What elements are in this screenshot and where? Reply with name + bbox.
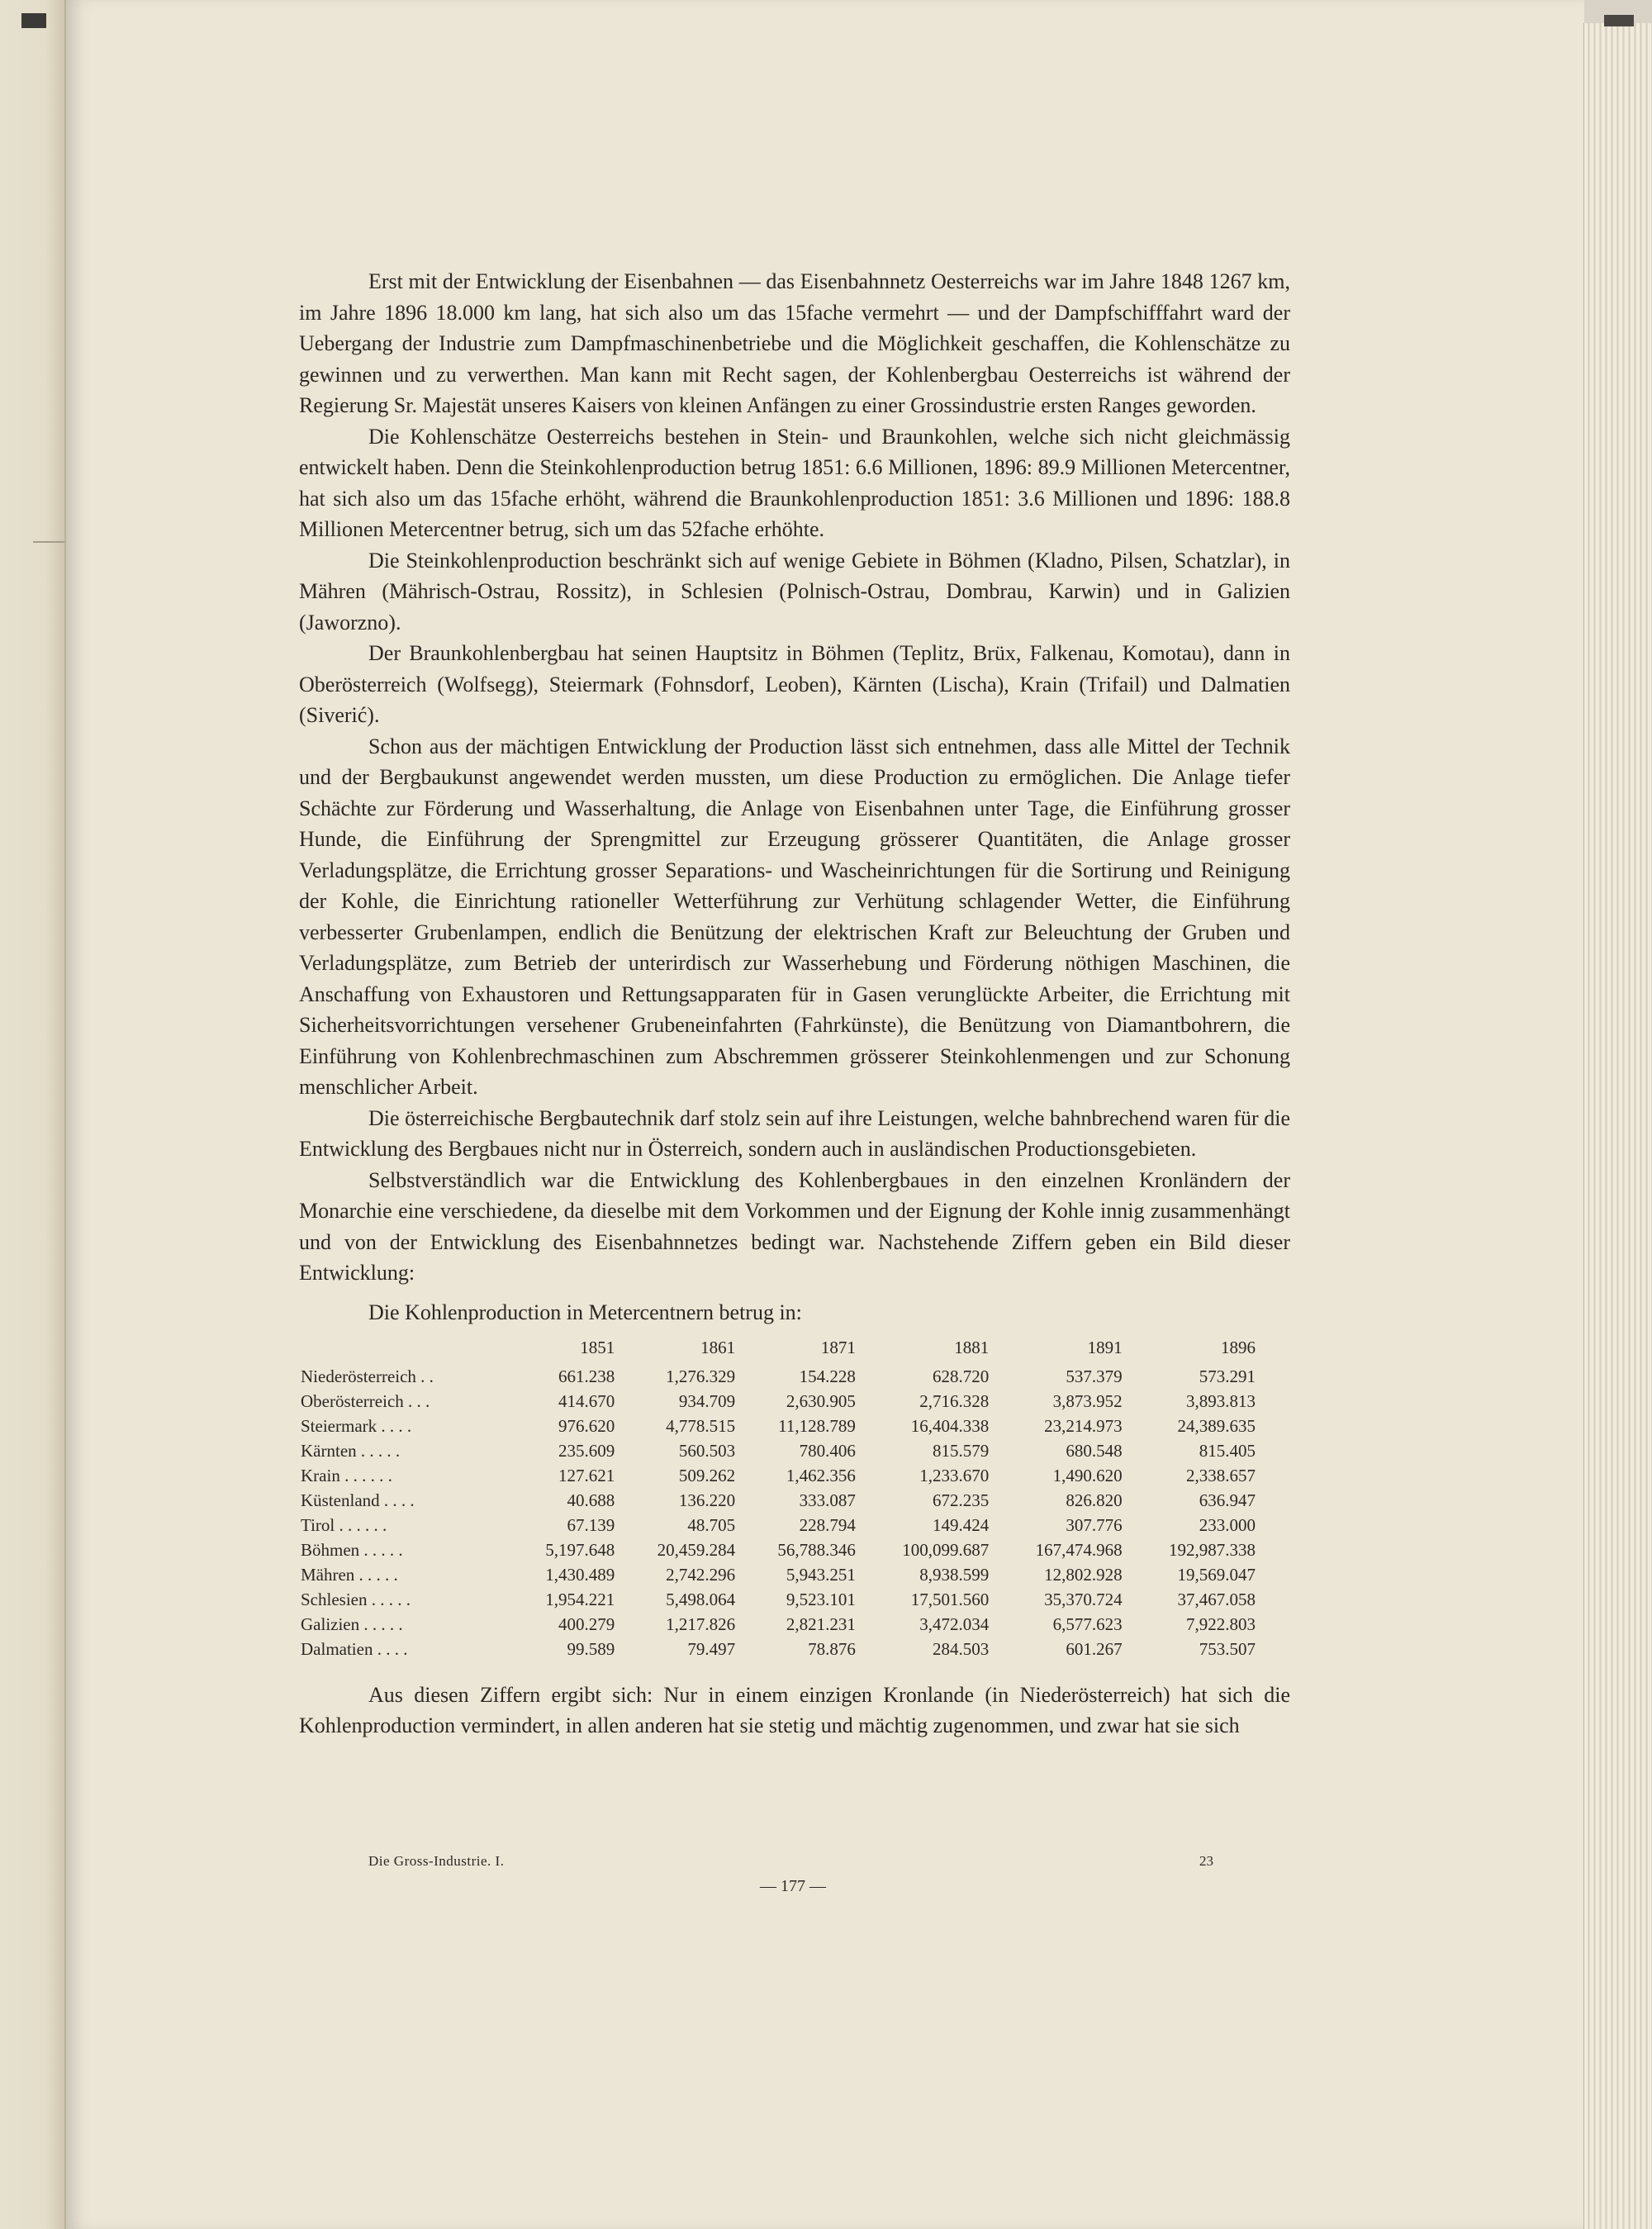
paragraph-7: Selbstverständlich war die Entwicklung des Kohlenbergbaues in den einzelnen Kronländern der Monarchie eine verschiedene, da dieselbe mit dem Vorkommen und der Eignung der Kohle innig zusammenhängt und von der Entwicklung des Eisenbahnnetzes bedingt war. Nachstehende Ziffern geben ein Bild dieser Entwicklung: <box>299 1167 1290 1285</box>
region-name: Oberösterreich . . . <box>301 1390 430 1411</box>
page-number: — 177 — <box>760 1877 826 1895</box>
table-cell: 233.000 <box>1199 1514 1256 1535</box>
table-row <box>299 1463 1257 1488</box>
table-cell: 127.621 <box>558 1465 615 1485</box>
table-cell: 192,987.338 <box>1169 1539 1256 1560</box>
paragraph-2: Die Kohlenschätze Oesterreichs bestehen in Stein- und Braunkohlen, welche sich nicht gleichmässig entwickelt haben. Denn die Steinkohlenproduction betrug 1851: 6.6 Millionen, 1896: 89.9 Millionen Metercentner, hat sich also um das 15fache erhöht, während die Braunkohlenproduction 1851: 3.6 Millionen und 1896: 188.8 Millionen Metercentner betrug, sich um das 52fache erhöhte. <box>299 424 1290 541</box>
table-cell: 628.720 <box>933 1366 990 1386</box>
table-cell: 167,474.968 <box>1035 1539 1123 1560</box>
table-cell: 3,893.813 <box>1186 1390 1256 1411</box>
table-row <box>299 1637 1257 1661</box>
table-cell: 19,569.047 <box>1177 1564 1256 1585</box>
table-cell: 6,577.623 <box>1052 1614 1123 1634</box>
table-cell: 976.620 <box>558 1415 615 1436</box>
gutter-mark <box>21 13 46 28</box>
table-intro: Die Kohlenproduction in Metercentnern betrug in: <box>368 1300 802 1324</box>
paragraph-5: Schon aus der mächtigen Entwicklung der Production lässt sich entnehmen, dass alle Mittel der Technik und der Bergbaukunst angewendet werden mussten, um diese Production zu ermöglichen. Die Anlage tiefer Schächte zur Förderung und Wasserhaltung, die Anlage von Eisenbahnen unter Tage, die Einführung grosser Hunde, die Einführung der Sprengmittel zur Erzeugung grösserer Quantitäten, die Anlage grosser Verladungsplätze, die Errichtung grosser Separations- und Wascheinrichtungen für die Sortirung und Reinigung der Kohle, die Einrichtung rationeller Wetterführung zur Verhütung schlagender Wetter, die Einführung verbesserter Grubenlampen, endlich die Benützung der elektrischen Kraft zur Beleuchtung der Gruben und Verladungsplätze, zum Betrieb der unterirdisch zur Wasserhebung und Förderung nöthigen Maschinen, die Anschaffung von Exhaustoren und Rettungsapparaten für in Gasen verunglückte Arbeiter, die Errichtung mit Sicherheitsvorrichtungen versehener Grubeneinfahrten (Fahrkünste), die Benützung von Diamantbohrern, die Einführung von Kohlenbrechmaschinen zum Abschremmen grösserer Steinkohlenmengen und zur Schonung menschlicher Arbeit. <box>299 734 1290 1099</box>
table-row <box>299 1438 1257 1463</box>
table-cell: 235.609 <box>558 1440 615 1461</box>
region-name: Schlesien . . . . . <box>301 1589 411 1609</box>
table-cell: 37,467.058 <box>1177 1589 1256 1609</box>
table-cell: 8,938.599 <box>919 1564 990 1585</box>
region-name: Küstenland . . . . <box>301 1490 415 1510</box>
table-cell: 24,389.635 <box>1177 1415 1256 1436</box>
table-cell: 228.794 <box>799 1514 856 1535</box>
table-cell: 5,197.648 <box>545 1539 615 1560</box>
table-cell: 672.235 <box>933 1490 990 1510</box>
region-name: Tirol . . . . . . <box>301 1514 387 1535</box>
table-cell: 9,523.101 <box>786 1589 856 1609</box>
paragraph-4: Der Braunkohlenbergbau hat seinen Hauptsitz in Böhmen (Teplitz, Brüx, Falkenau, Komotau), dann in Oberösterreich (Wolfsegg), Steiermark (Fohnsdorf, Leoben), Kärnten (Lischa), Krain (Trifail) und Dalmatien (Siverić). <box>299 641 1290 727</box>
table-cell: 573.291 <box>1199 1366 1256 1386</box>
region-name: Mähren . . . . . <box>301 1564 398 1585</box>
table-cell: 753.507 <box>1199 1638 1256 1659</box>
table-cell: 2,821.231 <box>786 1614 856 1634</box>
table-cell: 601.267 <box>1066 1638 1123 1659</box>
table-cell: 934.709 <box>678 1390 736 1411</box>
region-name: Niederösterreich . . <box>301 1366 434 1386</box>
table-cell: 79.497 <box>687 1638 736 1659</box>
table-cell: 414.670 <box>558 1390 615 1411</box>
year-header: 1896 <box>1221 1338 1256 1357</box>
table-cell: 56,788.346 <box>777 1539 856 1560</box>
table-cell: 333.087 <box>799 1490 856 1510</box>
table-cell: 35,370.724 <box>1044 1589 1123 1609</box>
table-cell: 5,943.251 <box>786 1564 856 1585</box>
table-row <box>299 1414 1257 1438</box>
table-cell: 661.238 <box>558 1366 615 1386</box>
table-cell: 815.405 <box>1199 1440 1256 1461</box>
year-header: 1861 <box>700 1338 736 1357</box>
table-cell: 1,276.329 <box>666 1366 736 1386</box>
table-cell: 20,459.284 <box>657 1539 736 1560</box>
table-cell: 815.579 <box>933 1440 990 1461</box>
table-cell: 1,233.670 <box>919 1465 990 1485</box>
table-row <box>299 1513 1257 1537</box>
table-cell: 149.424 <box>933 1514 990 1535</box>
table-cell: 5,498.064 <box>666 1589 736 1609</box>
page-stack-cap <box>1604 15 1634 26</box>
closing-paragraph: Aus diesen Ziffern ergibt sich: Nur in einem einzigen Kronlande (in Niederösterreich) hat sich die Kohlenproduction vermindert, in allen anderen hat sie stetig und mächtig zugenommen, und zwar hat sie sich <box>299 1682 1290 1737</box>
table-cell: 16,404.338 <box>910 1415 990 1436</box>
table-header-row <box>299 1333 1257 1364</box>
table-row <box>299 1364 1257 1389</box>
region-name: Kärnten . . . . . <box>301 1440 401 1461</box>
table-cell: 100,099.687 <box>902 1539 990 1560</box>
table-cell: 4,778.515 <box>666 1415 736 1436</box>
region-name: Dalmatien . . . . <box>301 1638 408 1659</box>
footer-series-title: Die Gross-Industrie. I. <box>368 1853 505 1869</box>
table-cell: 7,922.803 <box>1186 1614 1256 1634</box>
region-name: Böhmen . . . . . <box>301 1539 403 1560</box>
table-cell: 307.776 <box>1066 1514 1123 1535</box>
table-cell: 509.262 <box>678 1465 736 1485</box>
table-cell: 2,742.296 <box>666 1564 736 1585</box>
table-cell: 1,490.620 <box>1052 1465 1123 1485</box>
table-cell: 12,802.928 <box>1044 1564 1123 1585</box>
table-cell: 154.228 <box>799 1366 856 1386</box>
table-cell: 3,873.952 <box>1052 1390 1123 1411</box>
table-cell: 40.688 <box>567 1490 615 1510</box>
page-stack-edges <box>1583 23 1652 2229</box>
table-cell: 1,954.221 <box>545 1589 615 1609</box>
table-body <box>299 1364 1257 1661</box>
left-page-edge <box>0 0 66 2229</box>
footer-signature-mark: 23 <box>1199 1853 1213 1869</box>
year-header: 1851 <box>580 1338 615 1357</box>
region-name: Krain . . . . . . <box>301 1465 392 1485</box>
body-text <box>299 266 1290 1742</box>
table-cell: 2,630.905 <box>786 1390 856 1411</box>
paragraph-1: Erst mit der Entwicklung der Eisenbahnen — das Eisenbahnnetz Oesterreichs war im Jahre 1848 1267 km, im Jahre 1896 18.000 km lang, hat sich also um das 15fache vermehrt — und der Dampfschifffahrt ward der Uebergang der Industrie zum Dampfmaschinenbetriebe und die Möglichkeit geschaffen, die Kohlenschätze zu gewinnen und zu verwerthen. Man kann mit Recht sagen, der Kohlenbergbau Oesterreichs ist während der Regierung Sr. Majestät unseres Kaisers von kleinen Anfängen zu einer Grossindustrie ersten Ranges geworden. <box>299 269 1290 417</box>
table-cell: 136.220 <box>678 1490 736 1510</box>
table-cell: 284.503 <box>933 1638 990 1659</box>
table-cell: 560.503 <box>678 1440 736 1461</box>
table-cell: 636.947 <box>1199 1490 1256 1510</box>
year-header: 1891 <box>1087 1338 1123 1357</box>
table-row <box>299 1612 1257 1637</box>
table-cell: 1,462.356 <box>786 1465 856 1485</box>
table-cell: 3,472.034 <box>919 1614 990 1634</box>
table-cell: 11,128.789 <box>778 1415 856 1436</box>
paragraph-3: Die Steinkohlenproduction beschränkt sich auf wenige Gebiete in Böhmen (Kladno, Pilsen, Schatzlar), in Mähren (Mährisch-Ostrau, Rossitz), in Schlesien (Polnisch-Ostrau, Dombrau, Karwin) und in Galizien (Jaworzno). <box>299 548 1290 634</box>
table-cell: 17,501.560 <box>910 1589 990 1609</box>
year-header: 1881 <box>954 1338 990 1357</box>
table-row <box>299 1488 1257 1513</box>
year-header: 1871 <box>820 1338 856 1357</box>
table-cell: 780.406 <box>799 1440 856 1461</box>
table-row <box>299 1562 1257 1587</box>
table-cell: 2,716.328 <box>919 1390 990 1411</box>
production-table <box>299 1333 1257 1661</box>
table-row <box>299 1389 1257 1414</box>
table-cell: 1,217.826 <box>666 1614 736 1634</box>
table-cell: 1,430.489 <box>545 1564 615 1585</box>
table-cell: 2,338.657 <box>1186 1465 1256 1485</box>
table-cell: 400.279 <box>558 1614 615 1634</box>
table-cell: 826.820 <box>1066 1490 1123 1510</box>
table-cell: 48.705 <box>687 1514 736 1535</box>
table-row <box>299 1537 1257 1562</box>
table-cell: 23,214.973 <box>1044 1415 1123 1436</box>
table-cell: 67.139 <box>567 1514 615 1535</box>
table-cell: 78.876 <box>808 1638 856 1659</box>
paragraph-6: Die österreichische Bergbautechnik darf stolz sein auf ihre Leistungen, welche bahnbrechend waren für die Entwicklung des Bergbaues nicht nur in Österreich, sondern auch in ausländischen Productionsgebieten. <box>299 1105 1290 1161</box>
region-name: Galizien . . . . . <box>301 1614 403 1634</box>
margin-rule <box>33 541 64 543</box>
region-name: Steiermark . . . . <box>301 1415 412 1436</box>
table-cell: 537.379 <box>1066 1366 1123 1386</box>
region-header <box>299 1333 509 1364</box>
table-cell: 99.589 <box>567 1638 615 1659</box>
table-row <box>299 1587 1257 1612</box>
table-cell: 680.548 <box>1066 1440 1123 1461</box>
